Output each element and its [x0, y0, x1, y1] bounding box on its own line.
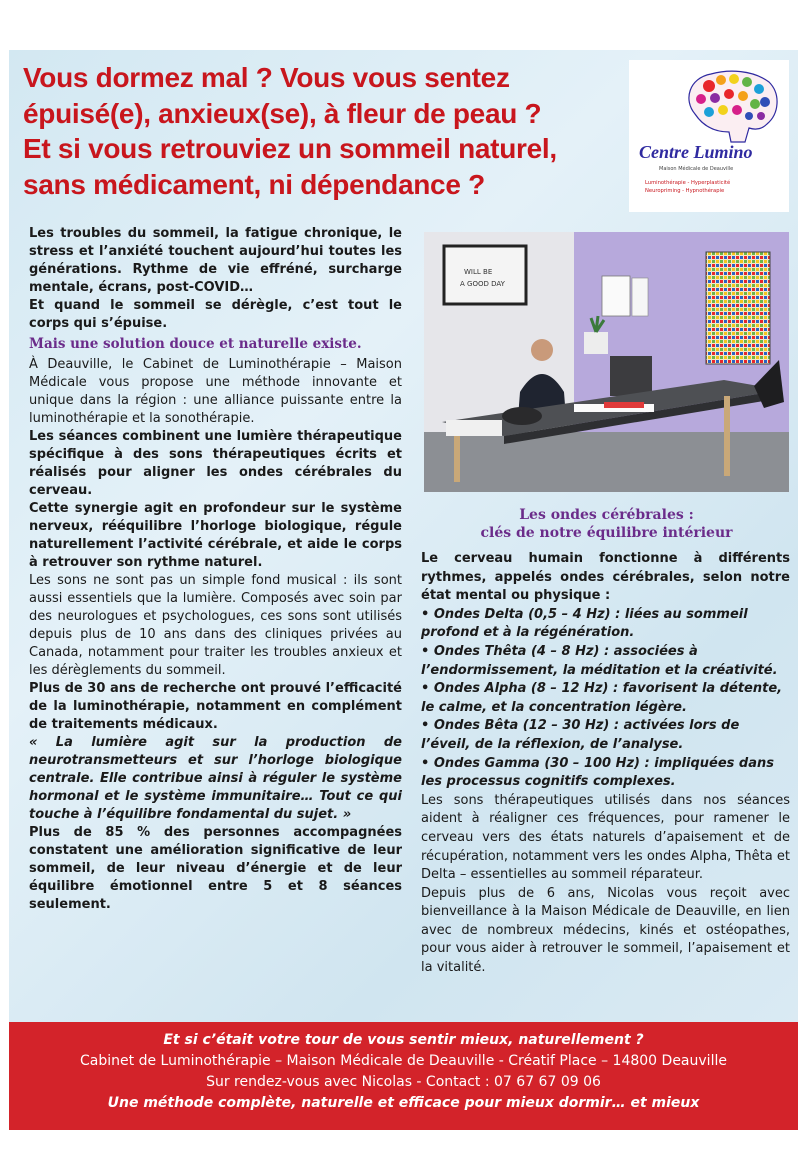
wave-item-beta: • Ondes Bêta (12 – 30 Hz) : activées lors de l’éveil, de la réflexion, de l’analyse. — [421, 718, 740, 752]
centre-lumino-logo — [629, 60, 789, 212]
section-caption — [424, 506, 789, 542]
headline-line: sans médicament, ni dépendance ? — [23, 168, 485, 200]
right-column — [421, 550, 790, 978]
caption-line: clés de notre équilibre intérieur — [480, 525, 733, 541]
poster-text-1: WILL BE — [464, 268, 493, 276]
headline-line: Et si vous retrouviez un sommeil naturel, — [23, 133, 557, 164]
office-illustration — [424, 232, 789, 492]
paragraph: Les sons ne sont pas un simple fond musical : ils sont aussi essentiels que la lumière. Composés avec soin par des neurologues et psychologues, ces sons sont utilisés depuis plus de 10 ans dans des cliniques privées au Canada, notamment pour traiter les troubles anxieux et les dérèglements du sommeil. — [29, 573, 402, 678]
paragraph: Depuis plus de 6 ans, Nicolas vous reçoit avec bienveillance à la Maison Médicale de Deauville, en lien avec de nombreux médecins, kinés et ostéopathes, pour vous aider à retrouver le sommeil, l’apaisement et la vitalité. — [421, 885, 790, 976]
footer-address: Cabinet de Luminothérapie – Maison Médicale de Deauville - Créatif Place – 14800 Deauville — [80, 1053, 727, 1069]
headline-line: épuisé(e), anxieux(se), à fleur de peau ? — [23, 97, 542, 129]
caption-line: Les ondes cérébrales : — [519, 507, 694, 523]
logo-subtitle: Maison Médicale de Deauville — [659, 166, 734, 172]
footer-contact: Sur rendez-vous avec Nicolas - Contact : 07 67 67 09 06 — [206, 1074, 601, 1090]
paragraph: Les séances combinent une lumière thérapeutique spécifique à des sons thérapeutiques écrits et réalisés pour aligner les ondes cérébrales du cerveau. — [29, 429, 402, 498]
paragraph: Plus de 30 ans de recherche ont prouvé l’efficacité de la luminothérapie, notamment en complément de traitements médicaux. — [29, 681, 402, 732]
footer-banner — [9, 1022, 798, 1130]
footer-tagline: Une méthode complète, naturelle et efficace pour mieux dormir… et mieux — [107, 1095, 700, 1111]
logo-name: Centre Lumino — [639, 142, 753, 162]
footer-callout: Et si c’était votre tour de vous sentir mieux, naturellement ? — [163, 1032, 644, 1048]
brainwave-intro: Le cerveau humain fonctionne à différents rythmes, appelés ondes cérébrales, selon notre état mental ou physique : — [421, 551, 790, 604]
logo-tagline: Neuropriming - Hypnothérapie — [645, 188, 725, 194]
paragraph: Cette synergie agit en profondeur sur le système nerveux, rééquilibre l’horloge biologique, régule naturellement l’activité cérébrale, et aide le corps à retrouver son rythme naturel. — [29, 501, 402, 570]
wave-item-theta: • Ondes Thêta (4 – 8 Hz) : associées à l’endormissement, la méditation et la créativité. — [421, 643, 778, 678]
poster-text-2: A GOOD DAY — [460, 280, 505, 288]
wave-item-delta: • Ondes Delta (0,5 – 4 Hz) : liées au sommeil profond et à la régénération. — [421, 606, 748, 641]
intro-paragraph: Les troubles du sommeil, la fatigue chronique, le stress et l’anxiété touchent aujourd’hui toutes les générations. Rythme de vie effréné, surcharge mentale, écrans, post-COVID… — [29, 226, 402, 295]
subheading: Mais une solution douce et naturelle existe. — [29, 336, 362, 352]
left-column — [29, 225, 402, 914]
logo-tagline: Luminothérapie - Hyperplasticité — [645, 180, 731, 186]
flyer-page — [9, 50, 798, 1130]
headline — [23, 60, 623, 202]
paragraph: Plus de 85 % des personnes accompagnées constatent une amélioration significative de leur sommeil, de leur niveau d’énergie et de leur équilibre émotionnel entre 5 et 8 séances seulement. — [29, 825, 402, 912]
paragraph: Et quand le sommeil se dérègle, c’est tout le corps qui s’épuise. — [29, 298, 402, 331]
wave-item-gamma: • Ondes Gamma (30 – 100 Hz) : impliquées dans les processus cognitifs complexes. — [421, 755, 774, 790]
paragraph: À Deauville, le Cabinet de Luminothérapie – Maison Médicale vous propose une méthode innovante et unique dans la région : une alliance puissante entre la luminothérapie et la sonothérapie. — [29, 357, 402, 426]
paragraph: Les sons thérapeutiques utilisés dans nos séances aident à réaligner ces fréquences, pour ramener le cerveau vers des états naturels d’apaisement et de récupération, notamment vers les ondes Alpha, Thêta et Delta – essentielles au sommeil réparateur. — [421, 792, 790, 883]
wave-item-alpha: • Ondes Alpha (8 – 12 Hz) : favorisent la détente, le calme, et la concentration légère. — [421, 681, 783, 715]
brain-logo-icon — [681, 70, 781, 148]
headline-line: Vous dormez mal ? Vous vous sentez — [23, 62, 510, 93]
office-photo — [424, 232, 789, 492]
quote: « La lumière agit sur la production de neurotransmetteurs et sur l’horloge biologique centrale. Elle contribue ainsi à réguler le système hormonal et le système immunitaire… Tout ce qui touche à l’équilibre fondamental du sujet. » — [29, 735, 402, 822]
